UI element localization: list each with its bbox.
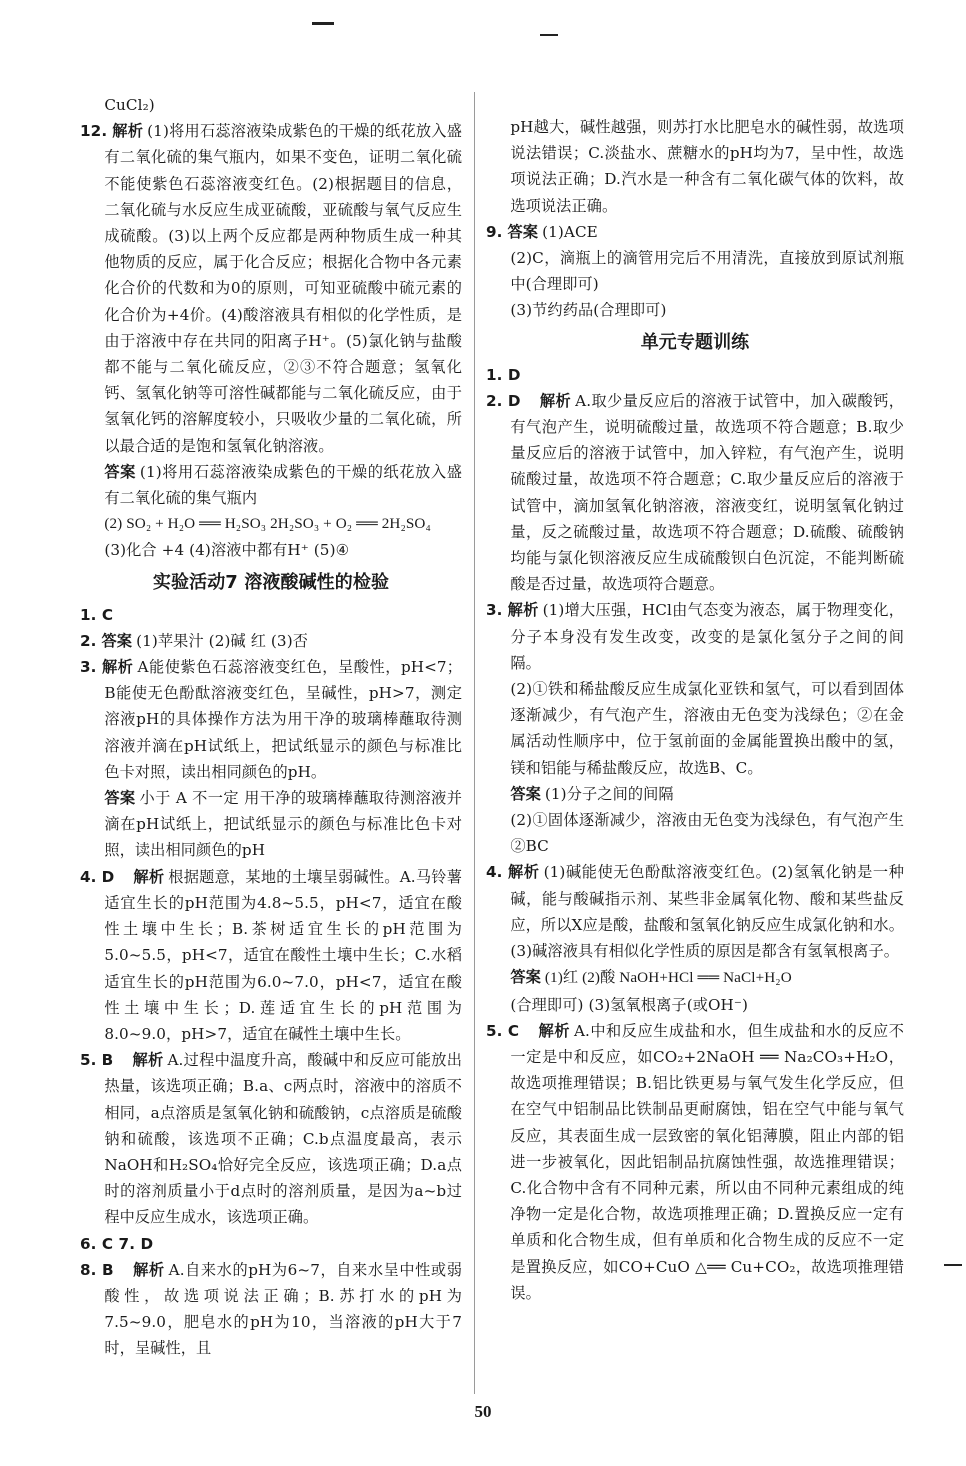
question-3-answer: 答案 小于 A 不一定 用干净的玻璃棒蘸取待测溶液并滴在pH试纸上，把试纸显示的颜色与标准比色卡对照，读出相同颜色的pH <box>104 789 462 860</box>
question-5: 5. B 解析 A.过程中温度升高，酸碱中和反应可能放出热量，该选项正确；B.a、c两点时，溶液中的溶质不相同，a点溶质是氢氧化钠和硫酸钠，c点溶质是硫酸钠和硫酸，该选项不正确；C.b点温度最高，表示NaOH和H₂SO₄恰好完全反应，该选项正确；D.a点时的溶剂质量小于d点时的溶剂质量，是因为a~b过程中反应生成水，该选项正确。 <box>80 1051 462 1227</box>
unit-question-4: 4. 解析 (1)碱能使无色酚酞溶液变红色。(2)氢氧化钠是一种碱，能与酸碱指示剂、某些非金属氧化物、酸和某些盐反应，所以X应是酸，盐酸和氢氧化钠反应生成氯化钠和水。(3)碱溶液具有相似化学性质的原因是都含有氢氧根离子。 <box>486 863 904 961</box>
question-6-7: 6. C 7. D <box>80 1234 154 1253</box>
question-12: 12. 解析 (1)将用石蕊溶液染成紫色的干燥的纸花放入盛有二氧化硫的集气瓶内，如果不变色，证明二氧化硫不能使紫色石蕊溶液变红色。(2)根据题目的信息，二氧化硫与水反应生成亚硫酸，亚硫酸与氧气反应生成硫酸。(3)以上两个反应都是两种物质生成一种其他物质的反应，属于化合反应；根据化合物中各元素化合价的代数和为0的原则，可知亚硫酸中硫元素的化合价为+4价。(4)酸溶液具有相似的化学性质，是由于溶液中存在共同的阳离子H⁺。(5)氯化钠与盐酸都不能与二氧化硫反应，②③不符合题意；氢氧化钙、氢氧化钠等可溶性碱都能与二氧化硫反应，由于氢氧化钙的溶解度较小，只吸收少量的二氧化硫，所以最合适的是饱和氢氧化钠溶液。 <box>80 122 463 455</box>
unit-question-3-answer: 答案 (1)分子之间的间隔 <box>510 784 674 803</box>
unit-question-3-part-2: (2)①铁和稀盐酸反应生成氯化亚铁和氢气，可以看到固体逐渐减少，有气泡产生，溶液由无色变为浅绿色；②在金属活动性顺序中，位于氢前面的金属能置换出酸中的氢，镁和铝能与稀盐酸反应，故选B、C。 <box>510 680 904 777</box>
edge-mark-right <box>944 1264 962 1266</box>
right-column <box>486 114 904 1306</box>
top-mark-right <box>540 34 558 36</box>
unit-question-4-answer: 答案 (1)红 (2)酸 NaOH+HCl ══ NaCl+H₂O <box>510 968 792 987</box>
right-continuation: pH越大，碱性越强，则苏打水比肥皂水的碱性弱，故选项说法错误；C.淡盐水、蔗糖水的pH均为7，呈中性，故选项说法正确；D.汽水是一种含有二氧化碳气体的饮料，故选项说法正确。 <box>510 118 904 215</box>
question-9: 9. 答案 (1)ACE <box>486 222 598 241</box>
unit-question-2: 2. D 解析 A.取少量反应后的溶液于试管中，加入碳酸钙，有气泡产生，说明硫酸过量，故选项不符合题意；B.取少量反应后的溶液于试管中，加入锌粒，有气泡产生，说明硫酸过量，故选项不符合题意；C.取少量反应后的溶液于试管中，滴加氢氧化钠溶液，溶液变红，说明氢氧化钠过量，反之硫酸过量，故选项不符合题意；D.硫酸、硫酸钠均能与氯化钡溶液反应生成硫酸钡白色沉淀，不能判断硫酸是否过量，故选项符合题意。 <box>486 391 905 594</box>
question-9-part-2: (2)C，滴瓶上的滴管用完后不用清洗，直接放到原试剂瓶中(合理即可) <box>510 249 904 294</box>
question-3: 3. 解析 A能使紫色石蕊溶液变红色，呈酸性，pH<7；B能使无色酚酞溶液变红色，呈碱性，pH>7，测定溶液pH的具体操作方法为用干净的玻璃棒蘸取待测溶液并滴在pH试纸上，把试纸显示的颜色与标准比色卡对照，读出相同颜色的pH。 <box>80 658 462 781</box>
unit-question-1: 1. D <box>486 365 521 384</box>
unit-question-3: 3. 解析 (1)增大压强，HCl由气态变为液态，属于物理变化，分子本身没有发生改变，改变的是氯化氢分子之间的间隔。 <box>486 601 904 672</box>
unit-question-4-answer-2: (合理即可) (3)氢氧根离子(或OH⁻) <box>510 995 749 1014</box>
question-12-equations: (2) SO₂ + H₂O ══ H₂SO₃ 2H₂SO₃ + O₂ ══ 2H₂SO₄ <box>104 515 431 533</box>
top-mark-left <box>312 22 334 25</box>
question-8: 8. B 解析 A.自来水的pH为6~7，自来水呈中性或弱酸性，故选项说法正确；B.苏打水的pH为7.5~9.0，肥皂水的pH为10，当溶液的pH大于7时，呈碱性，且 <box>80 1260 462 1358</box>
left-continuation: CuCl₂) <box>104 96 155 114</box>
question-12-answer: 答案 (1)将用石蕊溶液染成紫色的干燥的纸花放入盛有二氧化硫的集气瓶内 <box>104 462 462 508</box>
page-number: 50 <box>474 1402 492 1421</box>
unit-question-3-answer-2: (2)①固体逐渐减少，溶液由无色变为浅绿色，有气泡产生 ②BC <box>510 811 904 856</box>
unit-question-5: 5. C 解析 A.中和反应生成盐和水，但生成盐和水的反应不一定是中和反应，如CO₂+2NaOH ══ Na₂CO₃+H₂O，故选项推理错误；B.铝比铁更易与氧气发生化学反应，但在空气中铝制品比铁制品更耐腐蚀，铝在空气中能与氧气反应，其表面生成一层致密的氧化铝薄膜，阻止内部的铝进一步被氧化，因此铝制品抗腐蚀性强，故选推理错误；C.化合物中含有不同种元素，所以由不同种元素组成的纯净物一定是化合物，故选项推理正确；D.置换反应一定有单质和化合物生成，但有单质和化合物生成的反应不一定是置换反应，如CO+CuO △══ Cu+CO₂，故选项推理错误。 <box>486 1021 905 1302</box>
section-heading-unit-training: 单元专题训练 <box>640 331 750 353</box>
question-12-answer-rest: (3)化合 +4 (4)溶液中都有H⁺ (5)④ <box>104 541 350 560</box>
column-divider <box>474 92 475 1394</box>
section-heading-experiment-7: 实验活动7 溶液酸碱性的检验 <box>152 571 390 593</box>
question-2: 2. 答案 (1)苹果汁 (2)碱 红 (3)否 <box>80 631 309 650</box>
question-4: 4. D 解析 根据题意，某地的土壤呈弱碱性。A.马铃薯适宜生长的pH范围为4.8~5.5，pH<7，适宜在酸性土壤中生长；B.茶树适宜生长的pH范围为5.0~5.5，pH<7，适宜在酸性土壤中生长；C.水稻适宜生长的pH范围为6.0~7.0，pH<7，适宜在酸性土壤中生长；D.莲适宜生长的pH范围为8.0~9.0，pH>7，适宜在碱性土壤中生长。 <box>80 867 462 1043</box>
question-9-part-3: (3)节约药品(合理即可) <box>510 301 667 320</box>
question-1: 1. C <box>80 605 114 624</box>
left-column <box>80 92 462 1362</box>
